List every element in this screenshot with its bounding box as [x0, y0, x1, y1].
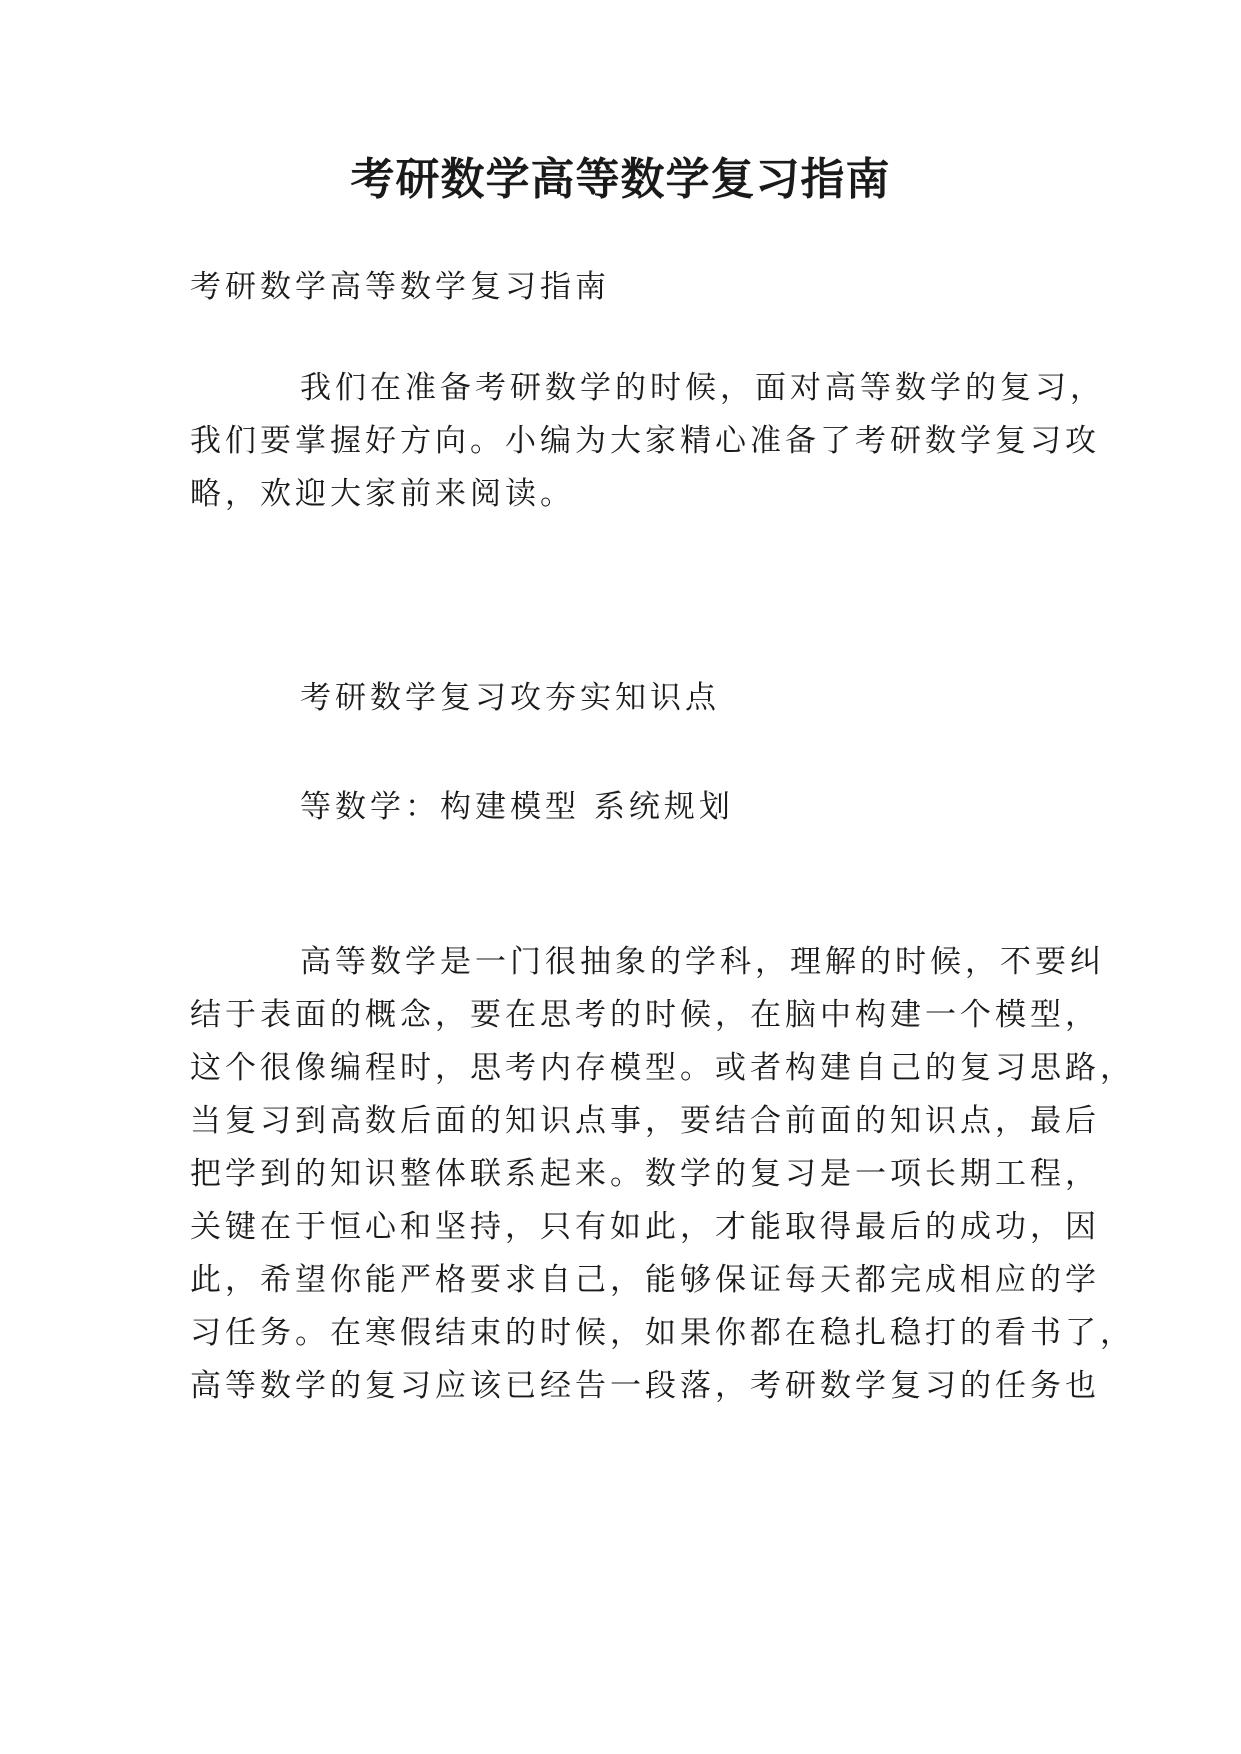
body-line: 高等数学是一门很抽象的学科，理解的时候，不要纠: [300, 944, 1105, 980]
document-subtitle: 考研数学高等数学复习指南: [190, 269, 610, 305]
section-heading: 考研数学复习攻夯实知识点: [300, 680, 720, 716]
intro-line: 我们要掌握好方向。小编为大家精心准备了考研数学复习攻: [190, 423, 1100, 459]
intro-line: 略，欢迎大家前来阅读。: [190, 476, 575, 512]
intro-line: 我们在准备考研数学的时候，面对高等数学的复习，: [300, 370, 1105, 406]
body-line: 关键在于恒心和坚持，只有如此，才能取得最后的成功，因: [190, 1209, 1100, 1245]
body-line: 此，希望你能严格要求自己，能够保证每天都完成相应的学: [190, 1262, 1100, 1298]
section-subheading: 等数学：构建模型 系统规划: [300, 789, 734, 825]
body-line: 结于表面的概念，要在思考的时候，在脑中构建一个模型，: [190, 997, 1100, 1033]
body-line: 当复习到高数后面的知识点事，要结合前面的知识点，最后: [190, 1103, 1100, 1139]
body-line: 习任务。在寒假结束的时候，如果你都在稳扎稳打的看书了，: [190, 1315, 1135, 1351]
body-line: 高等数学的复习应该已经告一段落，考研数学复习的任务也: [190, 1368, 1100, 1404]
body-line: 把学到的知识整体联系起来。数学的复习是一项长期工程，: [190, 1156, 1100, 1192]
body-line: 这个很像编程时，思考内存模型。或者构建自己的复习思路，: [190, 1050, 1135, 1086]
document-title: 考研数学高等数学复习指南: [350, 154, 891, 205]
